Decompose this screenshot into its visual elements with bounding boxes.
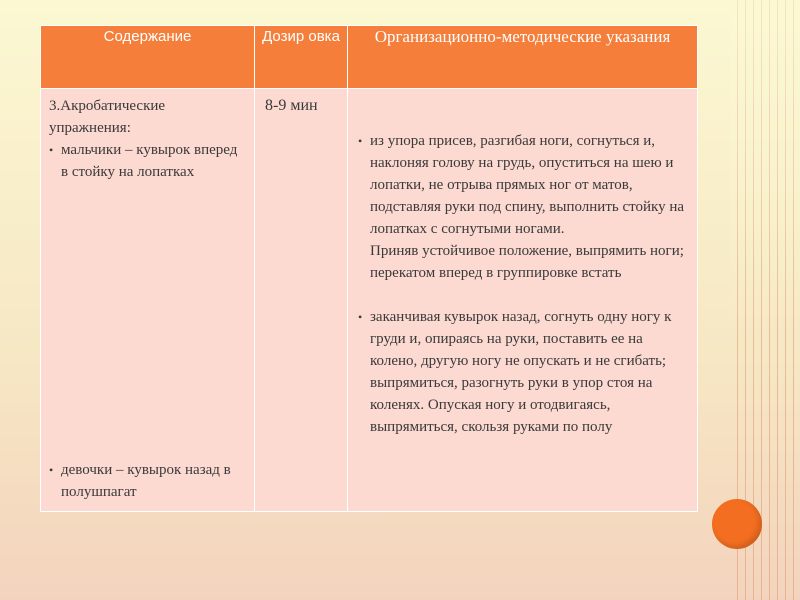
girls-exercise: девочки – кувырок назад в полушпагат [61,462,231,500]
girls-instructions: заканчивая кувырок назад, согнуть одну ногу к груди и, опираясь на руки, поставить ее на колено, другую ногу не опускать и не сгибать; выпрямиться, разогнуть руки в упор стоя на коленях. Опуская ногу и отодвигаясь, выпрямиться, скользя руками по полу [370,309,672,435]
bullet-icon: • [49,463,54,477]
decorative-orange-circle [712,499,762,549]
list-item-girls [49,459,248,503]
list-item-boys-instructions [358,130,691,284]
dosage-cell [255,89,348,512]
list-item-girls-instructions [358,306,691,438]
boys-instructions-continued: Приняв устойчивое положение, выпрямить ноги; перекатом вперед в группировке встать [370,243,684,281]
header-dosage: Дозир овка [255,26,348,89]
instructions-cell [348,89,698,512]
header-instructions: Организационно-методические указания [348,26,698,89]
bullet-icon: • [358,134,363,148]
bullet-icon: • [358,310,363,324]
content-cell [41,89,255,512]
header-content: Содержание [41,26,255,89]
bullet-icon: • [49,143,54,157]
boys-instructions: из упора присев, разгибая ноги, согнуться и, наклоняя голову на грудь, опуститься на шею и лопатки, не отрыва прямых ног от матов, подставляя руки под спину, выполнить стойку на лопатках с согнутыми ногами. [370,133,685,237]
exercise-title: 3.Акробатические упражнения: [49,98,166,136]
table-row [41,89,698,512]
lesson-table [40,25,698,512]
boys-exercise: мальчики – кувырок вперед в стойку на лопатках [61,142,238,180]
list-item-boys [49,139,248,183]
dosage-value: 8-9 мин [265,97,318,114]
header-row [41,26,698,89]
